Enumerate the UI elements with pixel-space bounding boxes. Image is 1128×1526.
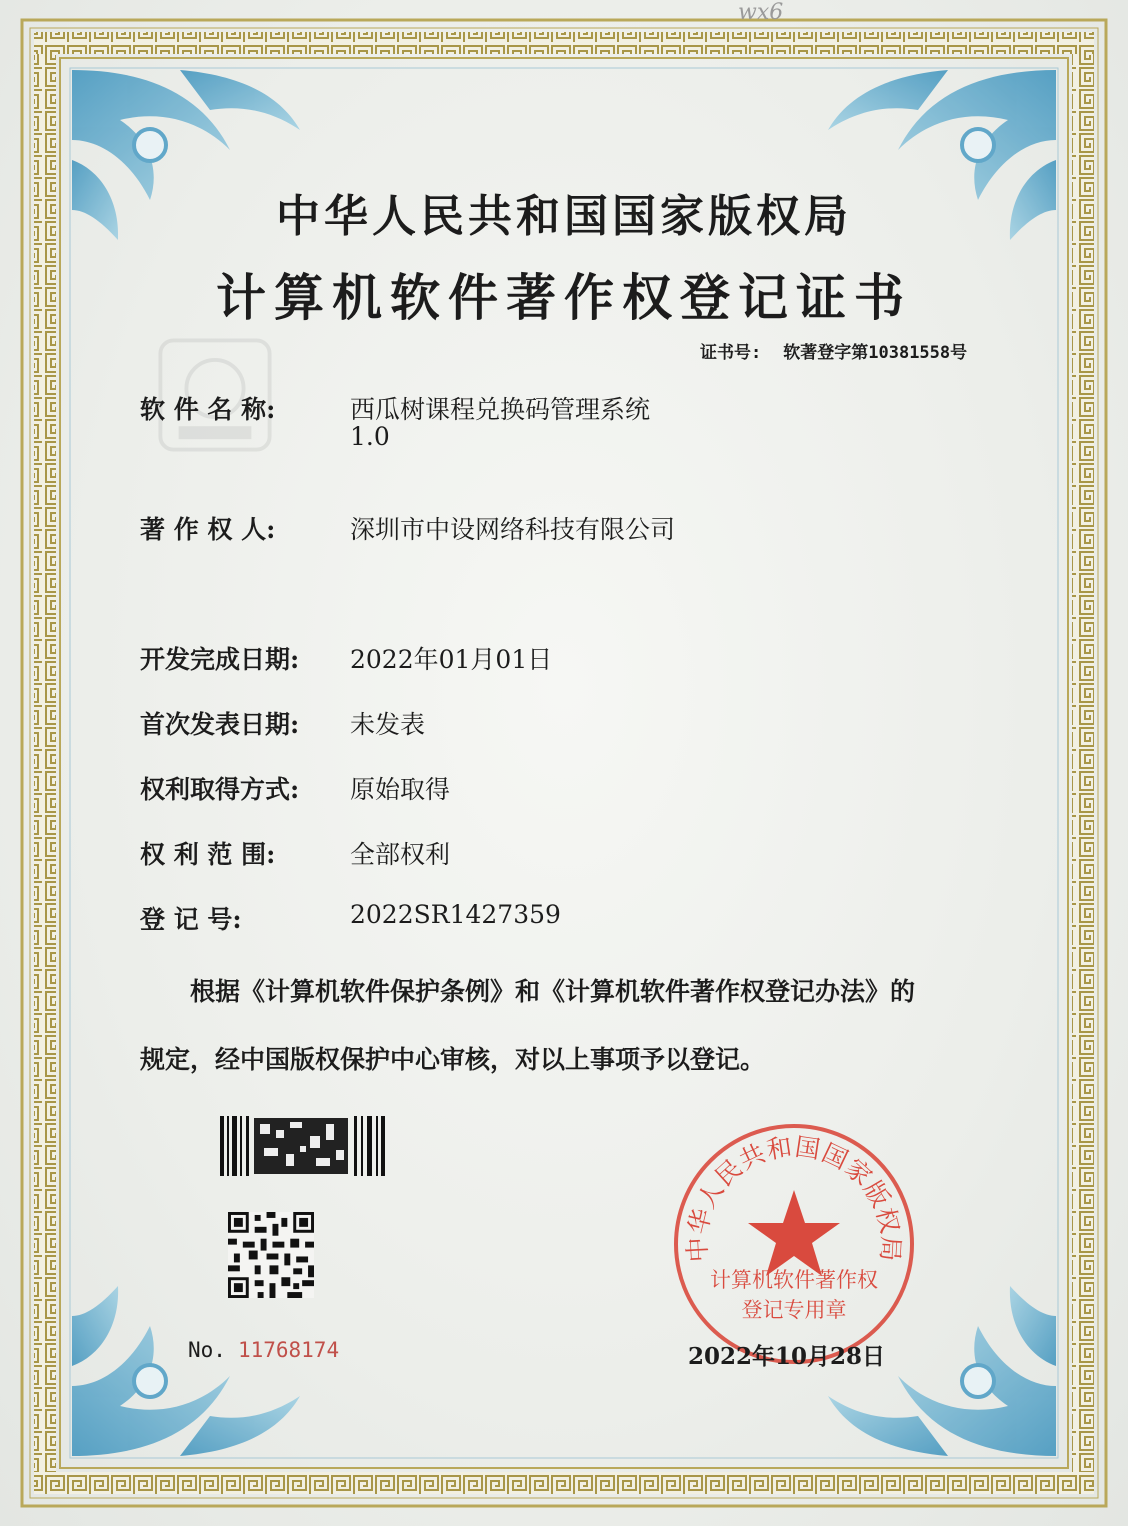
field-label: 著 作 权 人: [140,515,276,544]
seal-line-1: 计算机软件著作权 [710,1268,878,1292]
statement-line-1: 根据《计算机软件保护条例》和《计算机软件著作权登记办法》的 [190,977,916,1006]
ornament-bottom-left [72,1286,300,1456]
field-acquisition [140,770,451,806]
field-value: 深圳市中设网络科技有限公司 [350,515,676,544]
field-label: 软 件 名 称: [140,395,276,424]
field-value: 未发表 [350,710,426,739]
serial-number [188,1338,339,1362]
field-first-publication [140,705,426,741]
certificate-title: 计算机软件著作权登记证书 [216,268,912,327]
field-label: 开发完成日期: [140,645,300,674]
serial-label: No. [188,1338,226,1362]
field-software-name [140,390,651,451]
field-label: 登 记 号: [140,905,242,934]
seal-line-2: 登记专用章 [741,1298,847,1322]
field-value-line2: 1.0 [350,422,390,451]
field-value: 2022SR1427359 [350,900,561,929]
field-registration-no [140,900,561,936]
handwritten-note: wx6 [738,0,784,25]
issuer-name: 中华人民共和国国家版权局 [276,191,852,242]
field-copyright-owner [140,510,676,546]
serial-value: 11768174 [237,1338,340,1362]
field-label: 权 利 范 围: [140,840,276,869]
qr-code-icon [228,1212,314,1298]
certificate-number-value: 软著登字第10381558号 [783,343,968,363]
field-value: 2022年01月01日 [350,645,553,674]
field-completion-date [140,640,553,676]
field-value: 全部权利 [350,840,451,869]
seal-ring-text: 中华人民共和国国家版权局 [682,1132,906,1264]
field-value: 原始取得 [350,775,451,804]
certificate-number [700,338,967,363]
field-label: 首次发表日期: [140,710,300,739]
issue-date: 2022年10月28日 [688,1343,886,1370]
field-value: 西瓜树课程兑换码管理系统 [350,395,651,424]
certificate-number-label: 证书号: [700,343,762,363]
statement-line-2: 规定，经中国版权保护中心审核，对以上事项予以登记。 [140,1045,766,1074]
field-label: 权利取得方式: [140,775,300,804]
official-seal-icon [670,1120,918,1368]
registration-statement [140,958,1020,1094]
barcode-icon [220,1116,385,1176]
field-scope [140,835,451,871]
